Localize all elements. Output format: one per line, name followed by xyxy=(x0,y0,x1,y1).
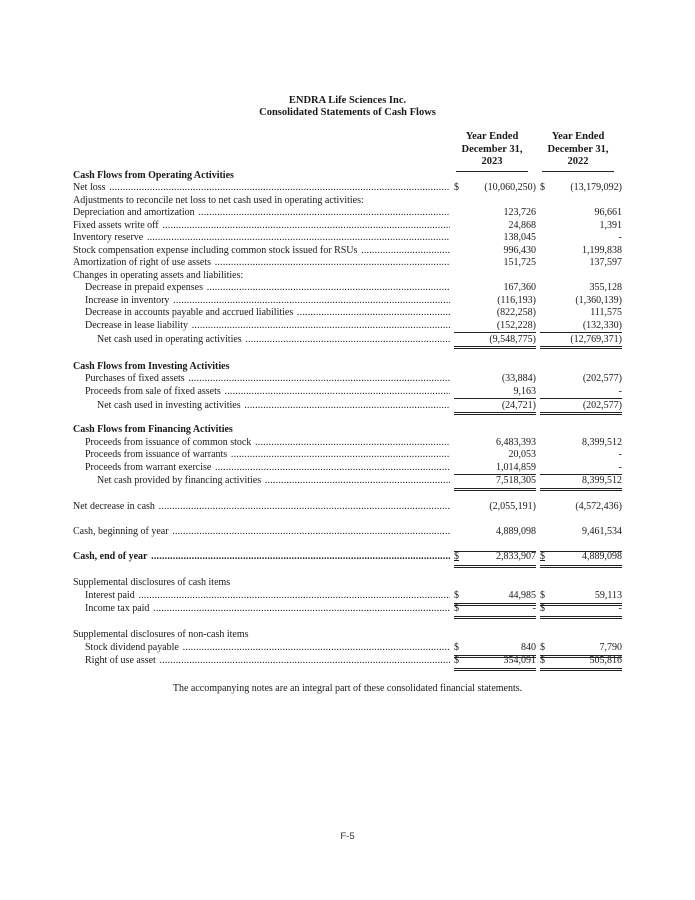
value-2022: 96,661 xyxy=(594,207,622,218)
row-label: Stock dividend payable ..... xyxy=(73,642,450,655)
section-heading-label: Supplemental disclosures of cash items xyxy=(73,577,231,588)
row-label: Net decrease in cash ..... xyxy=(73,501,450,514)
row-label: Net cash used in operating activities ..... xyxy=(73,334,450,347)
dollar-sign: $ xyxy=(454,182,459,193)
value-2023: 6,483,393 xyxy=(496,436,536,448)
value-2023: - xyxy=(532,603,536,614)
dollar-sign: $ xyxy=(540,642,545,653)
row-label: Net cash used in investing activities ..... xyxy=(73,400,450,413)
row-label: Proceeds from sale of fixed assets ..... xyxy=(73,386,450,399)
table-row xyxy=(73,642,625,655)
row-label: Interest paid ..... xyxy=(73,590,450,603)
table-row xyxy=(73,386,625,399)
table-row-cash-beginning xyxy=(73,526,625,539)
value-2023: (24,721) xyxy=(501,399,536,411)
section-heading-supplemental-cash xyxy=(73,577,625,590)
value-2022: 137,597 xyxy=(589,257,622,268)
table-row xyxy=(73,655,625,668)
column-header-2022 xyxy=(542,131,614,172)
row-label: Cash, beginning of year ..... xyxy=(73,526,450,539)
value-2022: (202,577) xyxy=(582,373,622,384)
value-2022: 7,790 xyxy=(599,642,622,653)
table-row xyxy=(73,307,625,320)
table-row xyxy=(73,245,625,258)
value-2022: - xyxy=(618,603,622,614)
value-2023: (822,258) xyxy=(496,307,536,318)
dollar-sign: $ xyxy=(540,603,545,614)
value-2023: 996,430 xyxy=(503,244,536,256)
dollar-sign: $ xyxy=(454,603,459,614)
row-label: Income tax paid ..... xyxy=(73,603,450,616)
footnote: The accompanying notes are an integral part of these consolidated financial statements. xyxy=(172,683,523,694)
value-2023: 20,053 xyxy=(508,449,536,460)
value-2023: 7,518,305 xyxy=(496,475,536,486)
value-2022: 355,128 xyxy=(589,282,622,293)
column-header-line: Year Ended xyxy=(551,131,605,142)
dollar-sign: $ xyxy=(454,590,459,601)
row-label: Decrease in accounts payable and accrued liabilities ..... xyxy=(73,307,450,320)
row-label: Depreciation and amortization ..... xyxy=(73,207,450,220)
value-2023: 9,163 xyxy=(513,385,536,397)
column-header-year: 2022 xyxy=(567,156,589,167)
value-2022: (13,179,092) xyxy=(570,182,622,193)
table-row xyxy=(73,282,625,295)
table-row-total-financing xyxy=(73,475,625,488)
value-2023: 167,360 xyxy=(503,282,536,293)
value-2023: (2,055,191) xyxy=(489,501,536,512)
row-label: Purchases of fixed assets ..... xyxy=(73,373,450,386)
adjustments-subheading xyxy=(73,195,625,208)
dollar-sign: $ xyxy=(540,655,545,666)
section-heading-supplemental-noncash xyxy=(73,629,625,642)
value-2023: 2,833,907 xyxy=(496,551,536,562)
section-heading-operating xyxy=(73,170,625,183)
column-header-line: December 31, xyxy=(461,143,523,155)
value-2022: (1,360,139) xyxy=(575,294,622,306)
section-heading-label: Supplemental disclosures of non-cash items xyxy=(73,629,249,640)
value-2023: 4,889,098 xyxy=(496,526,536,537)
row-label: Amortization of right of use assets ..... xyxy=(73,257,450,270)
value-2023: 123,726 xyxy=(503,207,536,218)
section-heading-label: Cash Flows from Financing Activities xyxy=(73,424,233,435)
row-label: Cash, end of year ..... xyxy=(73,551,450,564)
value-2022: 8,399,512 xyxy=(582,436,622,448)
value-2022: - xyxy=(618,385,622,397)
column-header-year: 2023 xyxy=(481,156,503,167)
value-2022: - xyxy=(618,232,622,243)
row-label: Net cash provided by financing activities ..... xyxy=(73,475,450,488)
value-2022: 505,816 xyxy=(589,655,622,666)
value-2023: 24,868 xyxy=(508,219,536,231)
section-heading-label: Cash Flows from Operating Activities xyxy=(73,170,234,181)
row-label: Increase in inventory ..... xyxy=(73,295,450,308)
value-2022: 111,575 xyxy=(590,307,622,318)
changes-subheading xyxy=(73,270,625,283)
section-heading-financing xyxy=(73,424,625,437)
value-2023: 354,091 xyxy=(503,655,536,666)
value-2023: (33,884) xyxy=(501,373,536,384)
dollar-sign: $ xyxy=(454,655,459,666)
table-row xyxy=(73,373,625,386)
value-2023: 138,045 xyxy=(503,232,536,243)
value-2023: (9,548,775) xyxy=(489,333,536,345)
table-row xyxy=(73,220,625,233)
column-header-2023 xyxy=(456,131,528,172)
row-label: Changes in operating assets and liabilities: xyxy=(73,269,244,281)
value-2022: (12,769,371) xyxy=(570,333,622,345)
row-label: Proceeds from issuance of warrants ..... xyxy=(73,449,450,462)
column-header-line: Year Ended xyxy=(465,131,519,142)
row-label: Adjustments to reconcile net loss to net cash used in operating activities: xyxy=(73,194,364,206)
dollar-sign: $ xyxy=(540,551,545,562)
row-label: Decrease in lease liability ..... xyxy=(73,320,450,333)
table-row-net-decrease xyxy=(73,501,625,514)
table-row xyxy=(73,590,625,603)
value-2023: (152,228) xyxy=(496,319,536,331)
table-row-total-operating xyxy=(73,334,625,347)
value-2023: 1,014,859 xyxy=(496,461,536,473)
value-2022: - xyxy=(618,449,622,460)
column-header-line: December 31, xyxy=(547,143,609,155)
row-label: Decrease in prepaid expenses ..... xyxy=(73,282,450,295)
table-row xyxy=(73,295,625,308)
row-label: Net loss ..... xyxy=(73,182,450,195)
value-2022: (132,330) xyxy=(582,319,622,331)
dollar-sign: $ xyxy=(540,182,545,193)
value-2023: 151,725 xyxy=(503,257,536,268)
company-name: ENDRA Life Sciences Inc. xyxy=(288,95,407,106)
table-row-cash-end xyxy=(73,551,625,564)
value-2023: 44,985 xyxy=(508,590,536,601)
dollar-sign: $ xyxy=(454,642,459,653)
row-label: Fixed assets write off ..... xyxy=(73,220,450,233)
dollar-sign: $ xyxy=(540,590,545,601)
table-row xyxy=(73,207,625,220)
value-2022: 4,889,098 xyxy=(582,551,622,562)
table-row-net-loss xyxy=(73,182,625,195)
value-2022: (202,577) xyxy=(582,399,622,411)
row-label: Inventory reserve ..... xyxy=(73,232,450,245)
row-label: Proceeds from warrant exercise ..... xyxy=(73,462,450,475)
table-row xyxy=(73,257,625,270)
value-2023: 840 xyxy=(521,642,536,653)
page-number: F-5 xyxy=(340,831,355,842)
table-row xyxy=(73,232,625,245)
table-row xyxy=(73,320,625,333)
table-row xyxy=(73,449,625,462)
value-2022: 59,113 xyxy=(594,590,622,601)
value-2022: - xyxy=(618,461,622,473)
value-2023: (116,193) xyxy=(497,294,536,306)
row-label: Stock compensation expense including common stock issued for RSUs ..... xyxy=(73,245,450,258)
row-label: Right of use asset ..... xyxy=(73,655,450,668)
table-row xyxy=(73,437,625,450)
value-2022: 9,461,534 xyxy=(582,526,622,537)
table-row xyxy=(73,462,625,475)
dollar-sign: $ xyxy=(454,551,459,562)
value-2022: (4,572,436) xyxy=(575,501,622,512)
value-2022: 1,199,838 xyxy=(582,244,622,256)
value-2023: (10,060,250) xyxy=(484,182,536,193)
table-row xyxy=(73,603,625,616)
row-label: Proceeds from issuance of common stock ..... xyxy=(73,437,450,450)
value-2022: 1,391 xyxy=(599,219,622,231)
statement-title: Consolidated Statements of Cash Flows xyxy=(259,107,436,118)
section-heading-investing xyxy=(73,361,625,374)
section-heading-label: Cash Flows from Investing Activities xyxy=(73,360,230,372)
table-row-total-investing xyxy=(73,400,625,413)
value-2022: 8,399,512 xyxy=(582,475,622,486)
